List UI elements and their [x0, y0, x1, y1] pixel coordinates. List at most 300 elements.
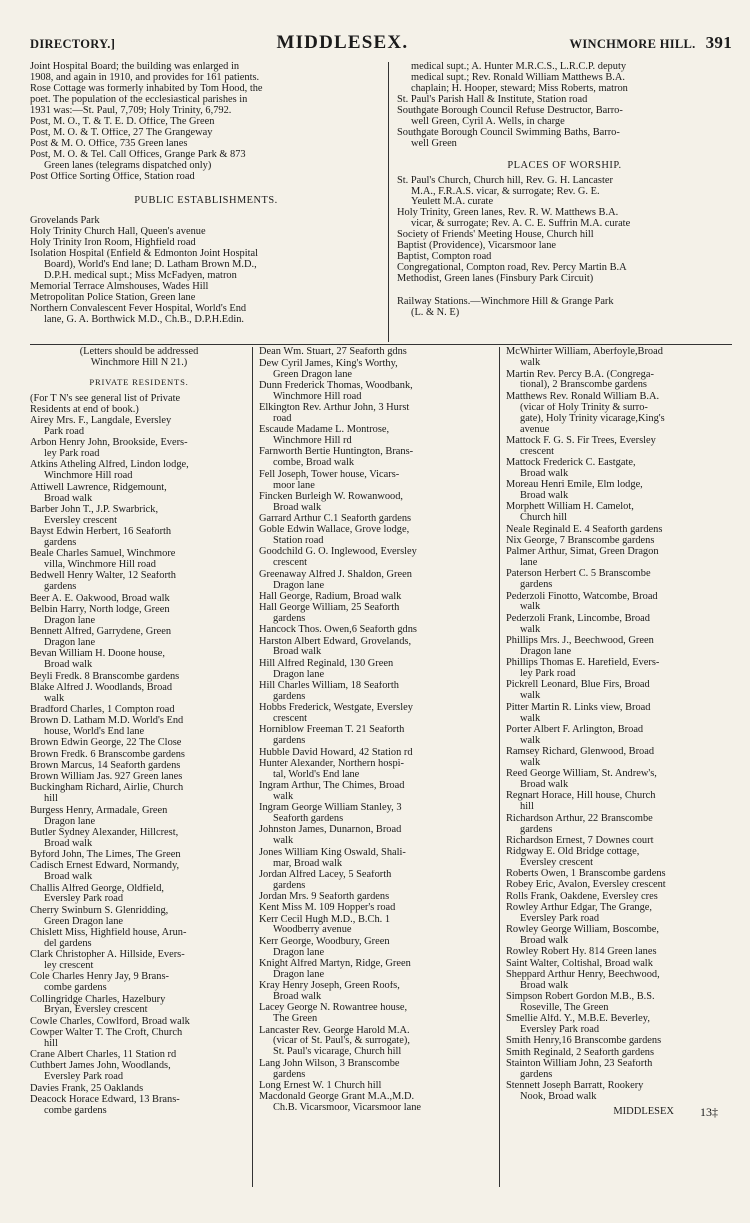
- resident-address-line: Seaforth gardens: [273, 814, 344, 825]
- resident-entry: [506, 836, 732, 847]
- resident-entry: [30, 761, 248, 772]
- residents-list-3: [506, 347, 732, 1103]
- resident-name-line: Chislett Miss, Highfield house, Arun-: [30, 927, 187, 938]
- resident-address-line: crescent: [273, 558, 308, 569]
- resident-name-line: Escaude Madame L. Montrose,: [259, 425, 390, 436]
- resident-address-line: Eversley Park road: [520, 913, 600, 924]
- resident-entry: [506, 392, 732, 436]
- page-header: [30, 32, 732, 62]
- resident-entry: [259, 981, 495, 1003]
- establishment-line: D.P.H. medical supt.; Miss McFadyen, matron: [44, 271, 237, 282]
- resident-entry: [259, 470, 495, 492]
- worship-line: Baptist (Providence), Vicarsmoor lane: [397, 241, 557, 252]
- resident-name-line: Barber John T., J.P. Swarbrick,: [30, 504, 159, 515]
- footer-signature: 13‡: [700, 1105, 718, 1120]
- resident-entry: [259, 592, 495, 603]
- resident-address-line: Nook, Broad walk: [520, 1092, 597, 1103]
- resident-name-line: Porter Albert F. Arlington, Broad: [506, 724, 644, 735]
- resident-name-line: Lacey George N. Rowantree house,: [259, 1003, 408, 1014]
- worship-line: Methodist, Green lanes (Finsbury Park Circuit): [397, 274, 594, 285]
- resident-address-line: walk: [520, 713, 541, 724]
- residents-column-2: [253, 347, 500, 1187]
- resident-entry: [259, 870, 495, 892]
- resident-name-line: Collingridge Charles, Hazelbury: [30, 994, 166, 1005]
- resident-name-line: Rowley Arthur Edgar, The Grange,: [506, 902, 652, 913]
- resident-entry: [506, 547, 732, 569]
- resident-entry: [259, 1059, 495, 1081]
- resident-entry: [506, 1014, 732, 1036]
- tn-note: [30, 394, 248, 416]
- resident-address-line: Winchmore Hill road: [273, 391, 362, 402]
- resident-address-line: walk: [520, 691, 541, 702]
- resident-entry: [259, 570, 495, 592]
- resident-entry: [506, 814, 732, 836]
- resident-name-line: Bradford Charles, 1 Compton road: [30, 705, 175, 715]
- resident-entry: [30, 716, 248, 738]
- resident-entry: [30, 416, 248, 438]
- resident-name-line: Dean Wm. Stuart, 27 Seaforth gdns: [259, 347, 407, 358]
- resident-entry: [506, 769, 732, 791]
- resident-address-line: gardens: [520, 1069, 553, 1080]
- resident-name-line: Pederzoli Finotto, Watcombe, Broad: [506, 591, 658, 602]
- railway-line: (L. & N. E): [411, 308, 460, 319]
- resident-address-line: (vicar of St. Paul's, & surrogate),: [273, 1036, 410, 1047]
- resident-entry: [30, 605, 248, 627]
- resident-address-line: walk: [44, 693, 65, 704]
- continuation-line: Southgate Borough Council Swimming Baths, Barro-: [397, 127, 620, 138]
- resident-address-line: ley crescent: [44, 961, 94, 972]
- resident-name-line: Stainton William John, 23 Seaforth: [506, 1058, 653, 1069]
- establishment-line: Holy Trinity Church Hall, Queen's avenue: [30, 227, 206, 238]
- resident-name-line: Smith Henry,16 Branscombe gardens: [506, 1036, 662, 1047]
- resident-entry: [506, 747, 732, 769]
- resident-entry: [259, 447, 495, 469]
- worship-line: vicar, & surrogate; Rev. A. C. E. Suffrin M.A. curate: [411, 219, 631, 230]
- resident-name-line: Blake Alfred J. Woodlands, Broad: [30, 682, 173, 693]
- resident-entry: [30, 1084, 248, 1095]
- resident-entry: [30, 950, 248, 972]
- resident-name-line: Buckingham Richard, Airlie, Church: [30, 783, 184, 794]
- resident-address-line: Broad walk: [520, 980, 569, 991]
- resident-name-line: Jordan Mrs. 9 Seaforth gardens: [259, 892, 390, 903]
- resident-name-line: Neale Reginald E. 4 Seaforth gardens: [506, 524, 663, 535]
- resident-name-line: Cowle Charles, Cowlford, Broad walk: [30, 1016, 190, 1027]
- resident-entry: [506, 892, 732, 903]
- continuation-line: medical supt.; Rev. Ronald William Matthews B.A.: [411, 72, 626, 83]
- residents-list-2: [259, 347, 495, 1114]
- resident-entry: [259, 803, 495, 825]
- resident-entry: [259, 725, 495, 747]
- resident-name-line: Moreau Henri Emile, Elm lodge,: [506, 480, 643, 491]
- resident-address-line: combe gardens: [44, 1105, 107, 1116]
- residents-column-1: [30, 347, 253, 1187]
- header-county: MIDDLESEX.: [276, 32, 409, 53]
- resident-name-line: Kerr George, Woodbury, Green: [259, 936, 390, 947]
- resident-name-line: Cuthbert James John, Woodlands,: [30, 1061, 171, 1072]
- resident-address-line: Station road: [273, 536, 324, 547]
- resident-name-line: Paterson Herbert C. 5 Branscombe: [506, 569, 651, 580]
- resident-name-line: Simpson Robert Gordon M.B., B.S.: [506, 992, 655, 1003]
- resident-entry: [259, 625, 495, 636]
- resident-entry: [506, 1048, 732, 1059]
- resident-address-line: gardens: [44, 582, 77, 593]
- resident-entry: [259, 681, 495, 703]
- resident-entry: [506, 1036, 732, 1047]
- public-establishments-heading: PUBLIC ESTABLISHMENTS.: [134, 195, 278, 207]
- resident-address-line: Green Dragon lane: [44, 916, 124, 927]
- description-line: poet. The population of the ecclesiastical parishes in: [30, 94, 248, 105]
- resident-entry: [30, 571, 248, 593]
- resident-entry: [259, 959, 495, 981]
- resident-address-line: Broad walk: [273, 647, 322, 658]
- letters-note-line: Winchmore Hill N 21.): [90, 357, 188, 368]
- resident-name-line: Hobbs Frederick, Westgate, Eversley: [259, 703, 413, 714]
- resident-address-line: combe gardens: [44, 983, 107, 994]
- resident-address-line: (vicar of Holy Trinity & surro-: [520, 402, 648, 413]
- header-directory: DIRECTORY.]: [30, 37, 116, 51]
- resident-entry: [506, 1059, 732, 1081]
- resident-entry: [30, 672, 248, 683]
- resident-address-line: avenue: [520, 424, 550, 435]
- railway-stations-text: [397, 297, 732, 319]
- resident-entry: [506, 502, 732, 524]
- continuation-line: chaplain; H. Hooper, steward; Miss Roberts, matron: [411, 83, 628, 94]
- resident-name-line: Bennett Alfred, Garrydene, Green: [30, 627, 172, 638]
- resident-entry: [259, 525, 495, 547]
- resident-name-line: Saint Walter, Coltishal, Broad walk: [506, 958, 653, 969]
- resident-name-line: Ingram George William Stanley, 3: [259, 803, 402, 814]
- section-divider: [30, 344, 732, 345]
- description-line: Rose Cottage was formerly inhabited by Tom Hood, the: [30, 83, 263, 94]
- resident-name-line: Rowley George William, Boscombe,: [506, 925, 660, 936]
- worship-line: Holy Trinity, Green lanes, Rev. R. W. Matthews B.A.: [397, 208, 619, 219]
- resident-address-line: hill: [44, 1038, 58, 1049]
- description-line: Post, M. O. & Tel. Call Offices, Grange Park & 873: [30, 149, 246, 160]
- description-line: Green lanes (telegrams dispatched only): [44, 160, 212, 171]
- resident-address-line: Broad walk: [520, 468, 569, 479]
- resident-address-line: hill: [520, 802, 534, 813]
- resident-entry: [506, 347, 732, 369]
- resident-entry: [30, 783, 248, 805]
- resident-entry: [506, 880, 732, 891]
- resident-name-line: Sheppard Arthur Henry, Beechwood,: [506, 969, 660, 980]
- resident-name-line: Hill Charles William, 18 Seaforth: [259, 680, 399, 691]
- resident-name-line: Beer A. E. Oakwood, Broad walk: [30, 593, 170, 604]
- continuation-line: medical supt.; A. Hunter M.R.C.S., L.R.C.P. deputy: [411, 62, 627, 72]
- resident-entry: [259, 892, 495, 903]
- resident-name-line: Hubble David Howard, 42 Station rd: [259, 747, 413, 758]
- resident-name-line: Clark Christopher A. Hillside, Evers-: [30, 950, 185, 961]
- resident-address-line: crescent: [273, 714, 308, 725]
- resident-address-line: Broad walk: [44, 838, 93, 849]
- establishment-line: Metropolitan Police Station, Green lane: [30, 293, 196, 304]
- continuation-line: well Green: [411, 138, 457, 149]
- resident-name-line: Garrard Arthur C.1 Seaforth gardens: [259, 513, 412, 524]
- resident-address-line: house, World's End lane: [44, 727, 145, 738]
- resident-entry: [259, 514, 495, 525]
- resident-address-line: Church hill: [520, 513, 568, 524]
- resident-entry: [259, 1092, 495, 1114]
- resident-entry: [259, 1026, 495, 1059]
- resident-name-line: Rolls Frank, Oakdene, Eversley cres: [506, 891, 658, 902]
- resident-name-line: Pederzoli Frank, Lincombe, Broad: [506, 613, 650, 624]
- page-footer: [506, 1107, 732, 1118]
- resident-entry: [30, 705, 248, 716]
- establishment-line: Memorial Terrace Almshouses, Wades Hill: [30, 282, 209, 293]
- resident-address-line: Dragon lane: [273, 969, 325, 980]
- resident-name-line: Airey Mrs. F., Langdale, Eversley: [30, 416, 172, 427]
- resident-entry: [30, 1095, 248, 1117]
- resident-address-line: ley Park road: [520, 669, 576, 680]
- resident-entry: [30, 806, 248, 828]
- resident-address-line: Dragon lane: [44, 816, 96, 827]
- resident-name-line: Mattock Frederick C. Eastgate,: [506, 458, 636, 469]
- directory-page: [30, 32, 732, 1187]
- resident-entry: [506, 703, 732, 725]
- resident-name-line: Palmer Arthur, Simat, Green Dragon: [506, 547, 659, 558]
- resident-name-line: Cadisch Ernest Edward, Normandy,: [30, 861, 180, 872]
- resident-entry: [30, 772, 248, 783]
- resident-address-line: Eversley crescent: [44, 515, 117, 526]
- resident-entry: [30, 850, 248, 861]
- resident-address-line: Dragon lane: [273, 669, 325, 680]
- establishment-line: lane, G. A. Borthwick M.D., Ch.B., D.P.H.Edin.: [44, 315, 245, 326]
- resident-name-line: Pickrell Leonard, Blue Firs, Broad: [506, 680, 650, 691]
- resident-entry: [30, 460, 248, 482]
- resident-entry: [506, 847, 732, 869]
- resident-address-line: gardens: [273, 736, 306, 747]
- resident-entry: [506, 458, 732, 480]
- resident-entry: [506, 959, 732, 970]
- resident-name-line: Elkington Rev. Arthur John, 3 Hurst: [259, 402, 410, 413]
- resident-entry: [30, 438, 248, 460]
- resident-entry: [506, 725, 732, 747]
- continuation-line: well Green, Cyril A. Wells, in charge: [411, 116, 565, 127]
- letters-note: [30, 347, 248, 369]
- resident-name-line: Goodchild G. O. Inglewood, Eversley: [259, 547, 417, 558]
- resident-entry: [506, 869, 732, 880]
- resident-entry: [506, 947, 732, 958]
- resident-name-line: Martin Rev. Percy B.A. (Congrega-: [506, 369, 654, 380]
- railway-line: Railway Stations.—Winchmore Hill & Grange Park: [397, 297, 614, 308]
- resident-address-line: Broad walk: [520, 936, 569, 947]
- resident-name-line: Crane Albert Charles, 11 Station rd: [30, 1050, 177, 1061]
- footer-county: MIDDLESEX: [613, 1106, 674, 1118]
- resident-name-line: Kent Miss M. 109 Hopper's road: [259, 903, 396, 914]
- resident-name-line: Cherry Swinburn S. Glenridding,: [30, 905, 169, 916]
- description-line: Post Office Sorting Office, Station road: [30, 171, 195, 182]
- resident-name-line: Davies Frank, 25 Oaklands: [30, 1083, 144, 1094]
- resident-address-line: walk: [520, 735, 541, 746]
- resident-entry: [259, 825, 495, 847]
- resident-name-line: Atkins Atheling Alfred, Lindon lodge,: [30, 460, 189, 471]
- resident-entry: [506, 536, 732, 547]
- resident-name-line: Lang John Wilson, 3 Branscombe: [259, 1058, 400, 1069]
- resident-address-line: Roseville, The Green: [520, 1003, 609, 1014]
- resident-name-line: Kray Henry Joseph, Green Roofs,: [259, 981, 400, 992]
- resident-name-line: Jones William King Oswald, Shali-: [259, 847, 406, 858]
- resident-entry: [30, 505, 248, 527]
- resident-name-line: Bedwell Henry Walter, 12 Seaforth: [30, 571, 177, 582]
- resident-name-line: Greenaway Alfred J. Shaldon, Green: [259, 569, 412, 580]
- resident-entry: [30, 649, 248, 671]
- resident-address-line: Dragon lane: [273, 580, 325, 591]
- resident-address-line: combe, Broad walk: [273, 458, 355, 469]
- resident-entry: [30, 683, 248, 705]
- resident-address-line: Broad walk: [520, 780, 569, 791]
- resident-name-line: Stennett Joseph Barratt, Rookery: [506, 1081, 644, 1092]
- resident-name-line: Belbin Harry, North lodge, Green: [30, 604, 170, 615]
- description-line: Post, M. O. & T. Office, 27 The Grangeway: [30, 127, 213, 138]
- resident-entry: [30, 1061, 248, 1083]
- resident-name-line: Beyli Fredk. 8 Branscombe gardens: [30, 671, 180, 682]
- continuation-line: Southgate Borough Council Refuse Destructor, Barro-: [397, 105, 623, 116]
- resident-name-line: Goble Edwin Wallace, Grove lodge,: [259, 525, 410, 536]
- resident-entry: [506, 925, 732, 947]
- worship-line: Yeulett M.A. curate: [411, 197, 494, 208]
- hospital-continuation-text: [397, 62, 732, 150]
- resident-name-line: Butler Sydney Alexander, Hillcrest,: [30, 827, 179, 838]
- resident-name-line: Byford John, The Limes, The Green: [30, 850, 181, 861]
- page-number: 391: [705, 33, 732, 52]
- resident-entry: [259, 903, 495, 914]
- resident-name-line: Horniblow Freeman T. 21 Seaforth: [259, 725, 405, 736]
- resident-name-line: McWhirter William, Aberfoyle,Broad: [506, 347, 663, 358]
- resident-entry: [30, 928, 248, 950]
- resident-address-line: gardens: [520, 580, 553, 591]
- top-section: [30, 62, 732, 342]
- resident-entry: [259, 703, 495, 725]
- resident-entry: [30, 527, 248, 549]
- resident-name-line: Hill Alfred Reginald, 130 Green: [259, 658, 394, 669]
- resident-address-line: St. Paul's vicarage, Church hill: [273, 1047, 402, 1058]
- resident-address-line: tional), 2 Branscombe gardens: [520, 380, 647, 391]
- resident-entry: [506, 436, 732, 458]
- resident-name-line: Ingram Arthur, The Chimes, Broad: [259, 781, 405, 791]
- places-of-worship-list: [397, 176, 732, 286]
- resident-entry: [30, 738, 248, 749]
- continuation-line: St. Paul's Parish Hall & Institute, Station road: [397, 94, 588, 105]
- resident-address-line: walk: [520, 757, 541, 768]
- resident-address-line: Winchmore Hill road: [44, 471, 133, 482]
- resident-entry: [259, 937, 495, 959]
- resident-entry: [30, 549, 248, 571]
- resident-name-line: Fincken Burleigh W. Rowanwood,: [259, 491, 404, 502]
- resident-entry: [30, 483, 248, 505]
- resident-name-line: Hancock Thos. Owen,6 Seaforth gdns: [259, 625, 417, 636]
- resident-address-line: Dragon lane: [273, 947, 325, 958]
- resident-address-line: Broad walk: [44, 660, 93, 671]
- resident-address-line: Dragon lane: [520, 646, 572, 657]
- resident-address-line: Broad walk: [44, 872, 93, 883]
- resident-entry: [259, 603, 495, 625]
- resident-address-line: Winchmore Hill rd: [273, 436, 352, 447]
- residents-list-1: [30, 416, 248, 1117]
- residents-section: [30, 347, 732, 1187]
- resident-address-line: gardens: [273, 880, 306, 891]
- resident-entry: [506, 636, 732, 658]
- resident-name-line: Jordan Alfred Lacey, 5 Seaforth: [259, 869, 392, 880]
- resident-address-line: road: [273, 413, 292, 424]
- resident-entry: [506, 592, 732, 614]
- resident-address-line: Eversley Park road: [520, 1025, 600, 1036]
- top-left-column: [30, 62, 389, 342]
- resident-entry: [259, 492, 495, 514]
- resident-entry: [506, 569, 732, 591]
- resident-name-line: Johnston James, Dunarnon, Broad: [259, 825, 402, 836]
- resident-address-line: gate), Holy Trinity vicarage,King's: [520, 413, 665, 424]
- places-of-worship-heading: PLACES OF WORSHIP.: [507, 159, 622, 171]
- resident-address-line: gardens: [273, 614, 306, 625]
- resident-address-line: moor lane: [273, 480, 315, 491]
- resident-name-line: Brown D. Latham M.D. World's End: [30, 716, 184, 727]
- resident-address-line: Eversley Park road: [44, 894, 124, 905]
- resident-entry: [506, 970, 732, 992]
- resident-name-line: Long Ernest W. 1 Church hill: [259, 1080, 382, 1091]
- resident-name-line: Fell Joseph, Tower house, Vicars-: [259, 469, 400, 480]
- resident-name-line: Knight Alfred Martyn, Ridge, Green: [259, 958, 411, 969]
- resident-address-line: gardens: [44, 538, 77, 549]
- resident-name-line: Roberts Owen, 1 Branscombe gardens: [506, 869, 666, 880]
- resident-entry: [30, 1017, 248, 1028]
- resident-entry: [506, 903, 732, 925]
- resident-address-line: Dragon lane: [44, 638, 96, 649]
- resident-name-line: Cole Charles Henry Jay, 9 Brans-: [30, 972, 169, 983]
- resident-address-line: Broad walk: [273, 502, 322, 513]
- resident-address-line: mar, Broad walk: [273, 858, 343, 869]
- resident-address-line: crescent: [520, 446, 555, 457]
- resident-name-line: Mattock F. G. S. Fir Trees, Eversley: [506, 435, 656, 446]
- resident-entry: [30, 828, 248, 850]
- establishment-line: Isolation Hospital (Enfield & Edmonton Joint Hospital: [30, 249, 258, 260]
- resident-address-line: lane: [520, 558, 538, 569]
- worship-line: Congregational, Compton road, Rev. Percy Martin B.A: [397, 263, 627, 274]
- resident-entry: [259, 659, 495, 681]
- resident-name-line: Phillips Thomas E. Harefield, Evers-: [506, 658, 660, 669]
- resident-name-line: Matthews Rev. Ronald William B.A.: [506, 391, 660, 402]
- resident-address-line: hill: [44, 794, 58, 805]
- description-line: Post, M. O., T. & T. E. D. Office, The Green: [30, 116, 215, 127]
- resident-name-line: Smellie Alfd. Y., M.B.E. Beverley,: [506, 1014, 650, 1025]
- resident-entry: [30, 884, 248, 906]
- resident-entry: [259, 759, 495, 781]
- letters-note-line: (Letters should be addressed: [79, 347, 199, 357]
- resident-address-line: Bryan, Eversley crescent: [44, 1005, 148, 1016]
- resident-address-line: Green Dragon lane: [273, 369, 353, 380]
- resident-entry: [30, 594, 248, 605]
- resident-address-line: walk: [273, 791, 294, 802]
- resident-name-line: Macdonald George Grant M.A.,M.D.: [259, 1092, 415, 1103]
- resident-entry: [259, 425, 495, 447]
- resident-address-line: The Green: [273, 1014, 318, 1025]
- resident-name-line: Dew Cyril James, King's Worthy,: [259, 358, 398, 369]
- resident-entry: [506, 614, 732, 636]
- resident-entry: [259, 915, 495, 937]
- resident-address-line: walk: [520, 624, 541, 635]
- resident-name-line: Burgess Henry, Armadale, Green: [30, 805, 168, 816]
- resident-name-line: Ramsey Richard, Glenwood, Broad: [506, 746, 655, 757]
- resident-entry: [506, 992, 732, 1014]
- resident-name-line: Richardson Ernest, 7 Downes court: [506, 835, 654, 846]
- resident-address-line: gardens: [520, 824, 553, 835]
- resident-name-line: Bevan William H. Doone house,: [30, 649, 166, 660]
- resident-entry: [30, 750, 248, 761]
- resident-address-line: ley Park road: [44, 449, 100, 460]
- resident-name-line: Smith Reginald, 2 Seaforth gardens: [506, 1047, 655, 1058]
- resident-entry: [30, 1050, 248, 1061]
- resident-address-line: Broad walk: [44, 493, 93, 504]
- resident-name-line: Brown Fredk. 6 Branscombe gardens: [30, 749, 185, 760]
